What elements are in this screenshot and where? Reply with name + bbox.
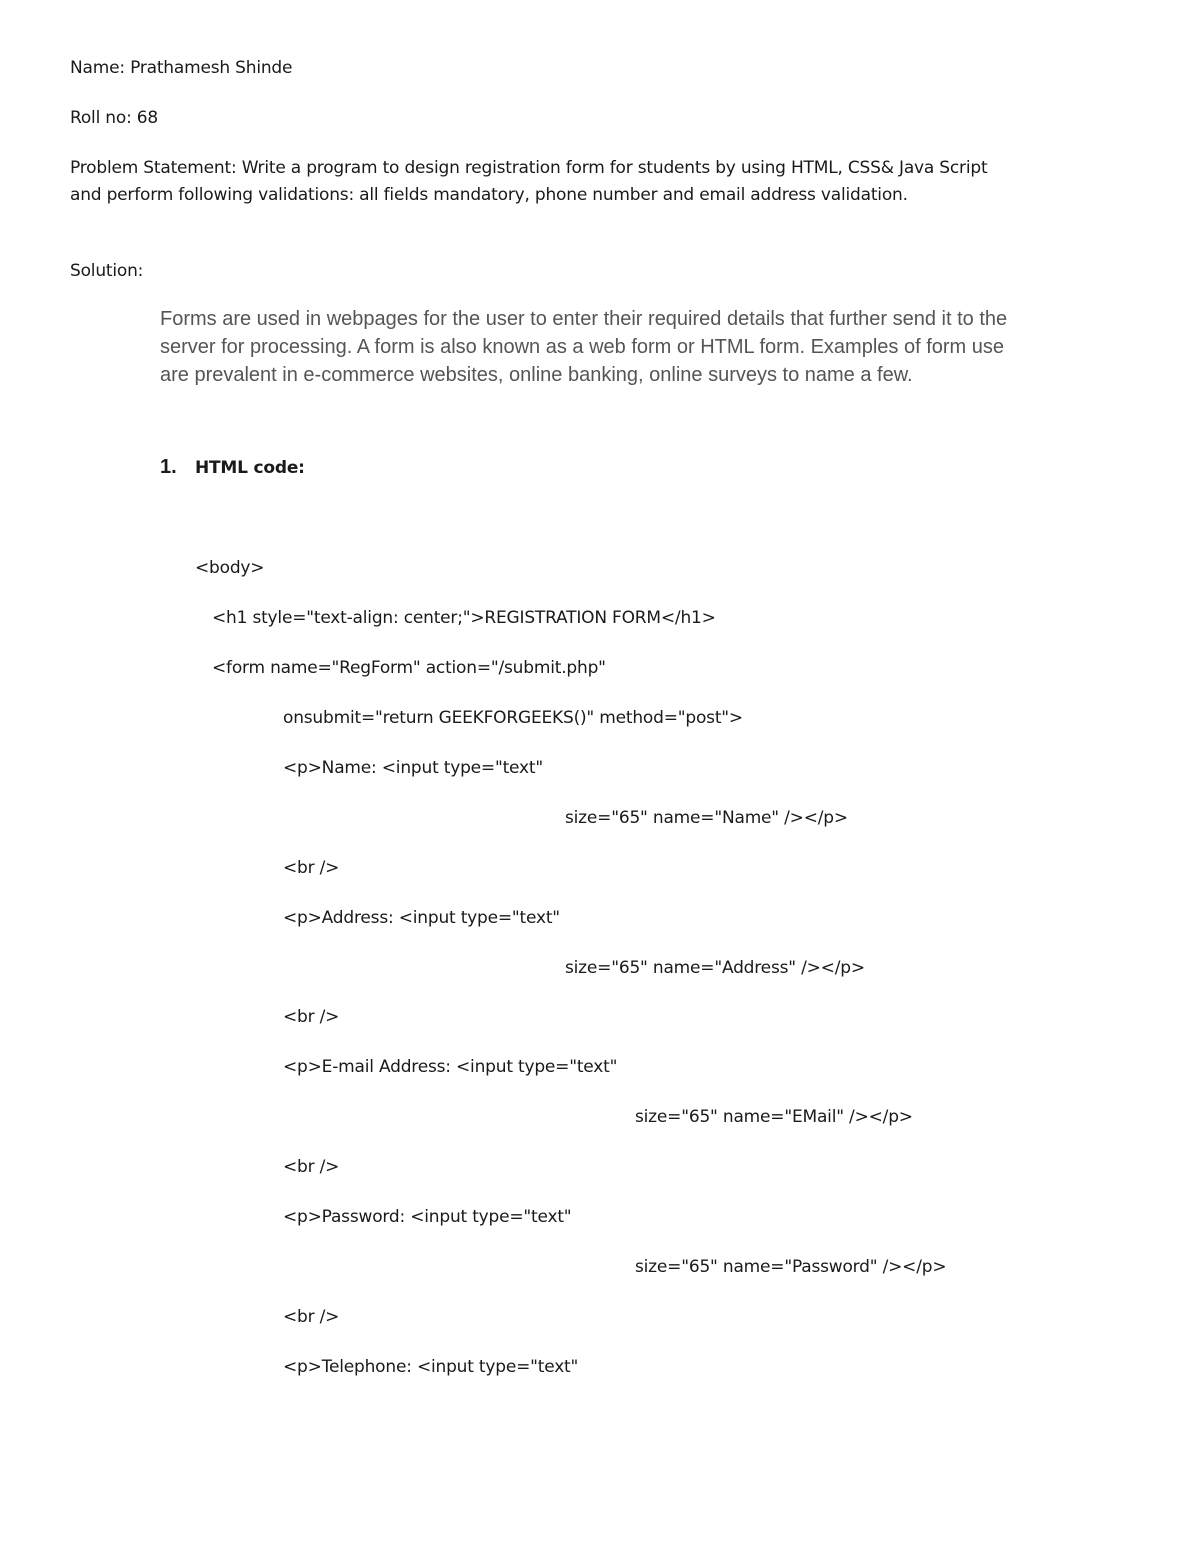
student-name: Name: Prathamesh Shinde <box>70 58 293 78</box>
section-number: 1. <box>160 456 177 478</box>
code-line: size="65" name="Name" /></p> <box>565 808 848 828</box>
code-line: <p>Telephone: <input type="text" <box>283 1357 579 1377</box>
section-title: HTML code: <box>195 458 305 478</box>
roll-number: Roll no: 68 <box>70 108 159 128</box>
code-line: <p>Address: <input type="text" <box>283 908 560 928</box>
code-line: size="65" name="EMail" /></p> <box>635 1107 913 1127</box>
code-line: <br /> <box>283 858 340 878</box>
code-line: <br /> <box>283 1007 340 1027</box>
code-line: <h1 style="text-align: center;">REGISTRATION FORM</h1> <box>212 608 716 628</box>
code-line: <br /> <box>283 1157 340 1177</box>
problem-statement-line-1: Problem Statement: Write a program to design registration form for students by using HTML, CSS& Java Script <box>70 158 988 178</box>
code-line: <p>E-mail Address: <input type="text" <box>283 1057 618 1077</box>
code-line: size="65" name="Address" /></p> <box>565 958 865 978</box>
code-line: <p>Password: <input type="text" <box>283 1207 572 1227</box>
problem-statement-line-2: and perform following validations: all fields mandatory, phone number and email address validation. <box>70 185 908 205</box>
code-line: <p>Name: <input type="text" <box>283 758 543 778</box>
code-line: <form name="RegForm" action="/submit.php" <box>212 658 606 678</box>
solution-label: Solution: <box>70 261 144 281</box>
intro-paragraph <box>160 305 1060 389</box>
intro-line-1: Forms are used in webpages for the user to enter their required details that further send it to the <box>160 308 1008 330</box>
code-line: <body> <box>195 558 265 578</box>
intro-line-3: are prevalent in e-commerce websites, online banking, online surveys to name a few. <box>160 364 913 386</box>
intro-line-2: server for processing. A form is also known as a web form or HTML form. Examples of form use <box>160 336 1004 358</box>
code-line: onsubmit="return GEEKFORGEEKS()" method="post"> <box>283 708 743 728</box>
code-line: size="65" name="Password" /></p> <box>635 1257 947 1277</box>
code-line: <br /> <box>283 1307 340 1327</box>
